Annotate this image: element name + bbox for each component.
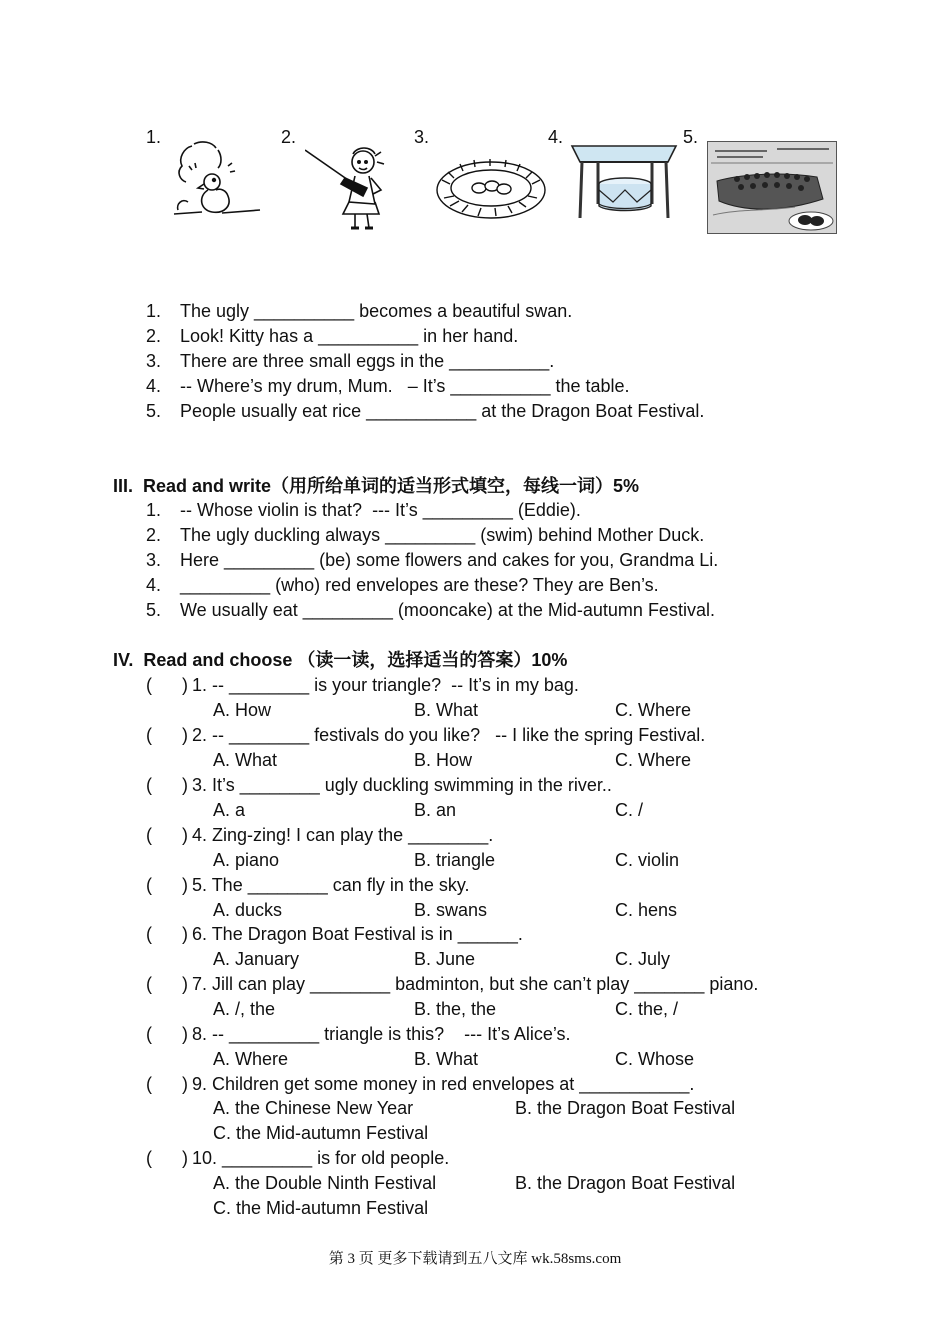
option-b: B. What bbox=[414, 700, 479, 720]
question-stem-3: 3. It’s ________ ugly duckling swimming in the river.. bbox=[192, 775, 612, 795]
read-write-sentence-1: -- Whose violin is that? --- It’s _________ (Eddie). bbox=[180, 500, 581, 520]
option-b: B. June bbox=[414, 949, 476, 969]
fill-in-num-4: 4. bbox=[146, 376, 162, 396]
option-a: A. piano bbox=[213, 850, 280, 870]
option-b: B. triangle bbox=[414, 850, 496, 870]
answer-paren: ( ) bbox=[146, 825, 188, 845]
option-a: A. /, the bbox=[213, 999, 276, 1019]
option-b: B. the, the bbox=[414, 999, 497, 1019]
answer-paren: ( ) bbox=[146, 875, 188, 895]
question-stem-9: 9. Children get some money in red envelopes at ___________. bbox=[192, 1074, 695, 1094]
read-write-num-3: 3. bbox=[146, 550, 162, 570]
option-a: A. the Chinese New Year bbox=[213, 1098, 414, 1118]
answer-paren: ( ) bbox=[146, 725, 188, 745]
option-c: C. the Mid-autumn Festival bbox=[213, 1198, 429, 1218]
answer-paren: ( ) bbox=[146, 924, 188, 944]
question-stem-1: 1. -- ________ is your triangle? -- It’s in my bag. bbox=[192, 675, 579, 695]
option-c: C. Where bbox=[615, 700, 692, 720]
option-c: C. July bbox=[615, 949, 671, 969]
answer-paren: ( ) bbox=[146, 1148, 188, 1168]
picture-number-5: 5. bbox=[683, 127, 699, 147]
answer-paren: ( ) bbox=[146, 775, 188, 795]
fill-in-sentence-2: Look! Kitty has a __________ in her hand. bbox=[180, 326, 519, 346]
fill-in-num-3: 3. bbox=[146, 351, 162, 371]
fill-in-num-5: 5. bbox=[146, 401, 162, 421]
fill-in-num-1: 1. bbox=[146, 301, 162, 321]
dragon-boat-picture bbox=[707, 141, 837, 234]
read-write-num-1: 1. bbox=[146, 500, 162, 520]
option-c: C. hens bbox=[615, 900, 678, 920]
question-stem-7: 7. Jill can play ________ badminton, but she can’t play _______ piano. bbox=[192, 974, 759, 994]
option-a: A. Where bbox=[213, 1049, 289, 1069]
girl-violin-picture bbox=[305, 142, 387, 232]
answer-paren: ( ) bbox=[146, 1074, 188, 1094]
picture-number-3: 3. bbox=[414, 127, 430, 147]
duckling-picture bbox=[172, 140, 264, 220]
option-a: A. the Double Ninth Festival bbox=[213, 1173, 437, 1193]
option-a: A. How bbox=[213, 700, 272, 720]
question-stem-2: 2. -- ________ festivals do you like? -- I like the spring Festival. bbox=[192, 725, 706, 745]
read-write-num-4: 4. bbox=[146, 575, 162, 595]
fill-in-sentence-5: People usually eat rice ___________ at the Dragon Boat Festival. bbox=[180, 401, 705, 421]
option-c: C. / bbox=[615, 800, 644, 820]
option-b: B. the Dragon Boat Festival bbox=[515, 1173, 736, 1193]
picture-number-2: 2. bbox=[281, 127, 297, 147]
option-c: C. the, / bbox=[615, 999, 679, 1019]
read-write-num-5: 5. bbox=[146, 600, 162, 620]
question-stem-4: 4. Zing-zing! I can play the ________. bbox=[192, 825, 494, 845]
option-a: A. What bbox=[213, 750, 278, 770]
option-a: A. January bbox=[213, 949, 300, 969]
section-4-title: IV. Read and choose （读一读，选择适当的答案）10% bbox=[113, 650, 568, 670]
option-c: C. Whose bbox=[615, 1049, 695, 1069]
answer-paren: ( ) bbox=[146, 974, 188, 994]
option-b: B. the Dragon Boat Festival bbox=[515, 1098, 736, 1118]
read-write-sentence-5: We usually eat _________ (mooncake) at the Mid-autumn Festival. bbox=[180, 600, 715, 620]
fill-in-num-2: 2. bbox=[146, 326, 162, 346]
question-stem-10: 10. _________ is for old people. bbox=[192, 1148, 450, 1168]
option-a: A. a bbox=[213, 800, 246, 820]
question-stem-6: 6. The Dragon Boat Festival is in ______. bbox=[192, 924, 523, 944]
read-write-num-2: 2. bbox=[146, 525, 162, 545]
option-b: B. How bbox=[414, 750, 473, 770]
read-write-sentence-4: _________ (who) red envelopes are these? They are Ben’s. bbox=[180, 575, 659, 595]
answer-paren: ( ) bbox=[146, 1024, 188, 1044]
drum-under-table-picture bbox=[568, 140, 680, 220]
question-stem-5: 5. The ________ can fly in the sky. bbox=[192, 875, 470, 895]
fill-in-sentence-3: There are three small eggs in the __________. bbox=[180, 351, 555, 371]
question-stem-8: 8. -- _________ triangle is this? --- It’s Alice’s. bbox=[192, 1024, 571, 1044]
option-a: A. ducks bbox=[213, 900, 283, 920]
read-write-sentence-2: The ugly duckling always _________ (swim) behind Mother Duck. bbox=[180, 525, 705, 545]
option-c: C. Where bbox=[615, 750, 692, 770]
option-b: B. an bbox=[414, 800, 457, 820]
picture-number-4: 4. bbox=[548, 127, 564, 147]
section-3-title: III. Read and write（用所给单词的适当形式填空，每线一词）5% bbox=[113, 476, 640, 496]
answer-paren: ( ) bbox=[146, 675, 188, 695]
fill-in-sentence-4: -- Where’s my drum, Mum. – It’s __________ the table. bbox=[180, 376, 630, 396]
option-c: C. the Mid-autumn Festival bbox=[213, 1123, 429, 1143]
option-b: B. swans bbox=[414, 900, 488, 920]
picture-number-1: 1. bbox=[146, 127, 162, 147]
page-footer: 第 3 页 更多下载请到五八文库 wk.58sms.com bbox=[328, 1251, 622, 1267]
option-b: B. What bbox=[414, 1049, 479, 1069]
option-c: C. violin bbox=[615, 850, 680, 870]
fill-in-sentence-1: The ugly __________ becomes a beautiful swan. bbox=[180, 301, 573, 321]
nest-picture bbox=[434, 150, 548, 222]
read-write-sentence-3: Here _________ (be) some flowers and cakes for you, Grandma Li. bbox=[180, 550, 719, 570]
